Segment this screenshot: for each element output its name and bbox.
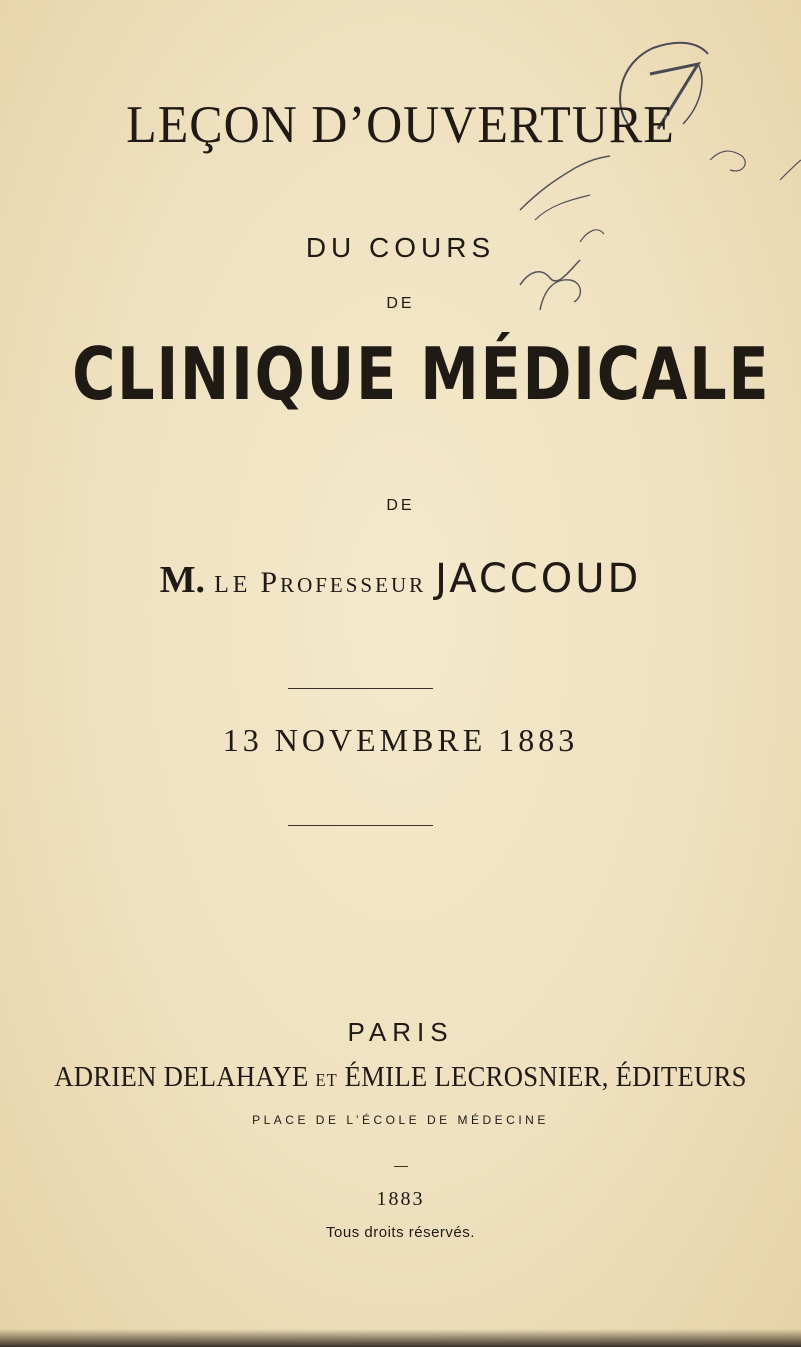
author-article: LE <box>214 572 252 598</box>
divider-rule <box>288 688 433 689</box>
connector-de-author: DE <box>386 497 415 514</box>
main-title: CLINIQUE MÉDICALE <box>72 332 771 416</box>
publisher-conjunction: ET <box>315 1070 338 1090</box>
imprint-publishers <box>32 1061 769 1094</box>
author-title: Professeur <box>260 566 427 599</box>
rights-notice: Tous droits réservés. <box>326 1224 475 1241</box>
lecture-date: 13 NOVEMBRE 1883 <box>222 722 579 758</box>
imprint-address: PLACE DE L’ÉCOLE DE MÉDECINE <box>252 1113 549 1127</box>
author-name: JACCOUD <box>435 556 642 602</box>
connector-de: DE <box>386 295 415 312</box>
imprint-year: 1883 <box>376 1188 425 1210</box>
course-subtitle: DU COURS <box>305 232 496 263</box>
author-line <box>0 556 801 602</box>
imprint-city: PARIS <box>347 1017 454 1047</box>
publisher-two: ÉMILE LECROSNIER, ÉDITEURS <box>344 1061 747 1093</box>
author-abbr: M. <box>159 559 206 601</box>
page-edge-shadow <box>0 1329 801 1347</box>
lecture-title: LEÇON D’OUVERTURE <box>126 94 675 154</box>
divider-rule <box>288 825 433 826</box>
publisher-one: ADRIEN DELAHAYE <box>54 1061 309 1093</box>
divider-dash <box>394 1166 408 1167</box>
